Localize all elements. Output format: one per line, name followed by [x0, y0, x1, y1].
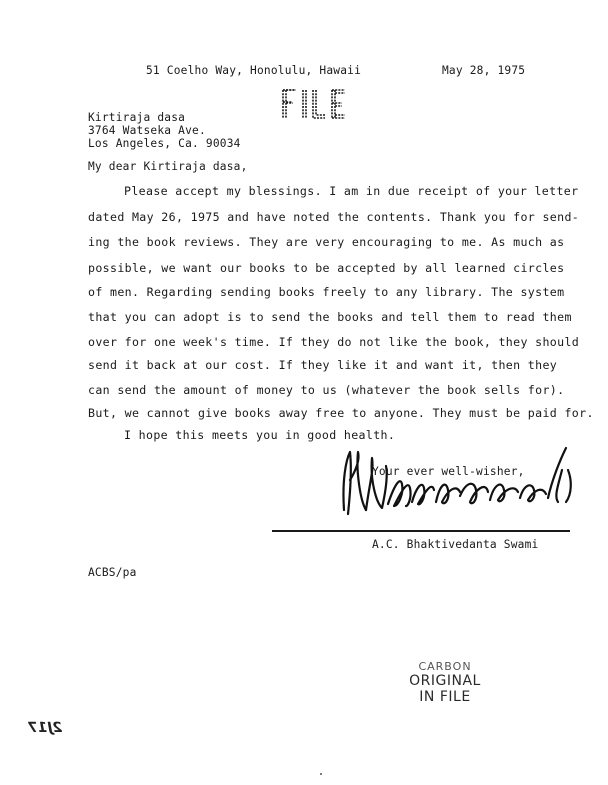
signatory-name: A.C. Bhaktivedanta Swami	[372, 538, 539, 551]
closing-line: Your ever well-wisher,	[372, 465, 525, 478]
recipient-street: 3764 Watseka Ave.	[88, 124, 206, 137]
carbon-stamp-line: CARBON	[418, 660, 472, 673]
closing-paragraph: I hope this meets you in good health.	[124, 428, 396, 442]
handwritten-signature	[336, 440, 576, 522]
carbon-original-stamp	[400, 660, 490, 720]
body-line: over for one week's time. If they do not like the book, they should	[88, 335, 580, 349]
body-line: send it back at our cost. If they like it and want it, then they	[88, 358, 558, 372]
body-line: can send the amount of money to us (whatever the book sells for).	[88, 383, 565, 397]
body-line: But, we cannot give books away free to anyone. They must be paid for.	[88, 406, 594, 420]
file-stamp	[279, 86, 351, 122]
salutation: My dear Kirtiraja dasa,	[88, 160, 248, 173]
file-stamp-text: FILE	[313, 110, 317, 111]
body-line: Please accept my blessings. I am in due receipt of your letter	[124, 184, 579, 198]
carbon-stamp-line: IN FILE	[419, 689, 471, 705]
body-line: ing the book reviews. They are very encouraging to me. As much as	[88, 235, 565, 249]
recipient-city: Los Angeles, Ca. 90034	[88, 137, 241, 150]
letter-date: May 28, 1975	[442, 64, 526, 77]
body-line: possible, we want our books to be accepted by all learned circles	[88, 261, 565, 275]
body-line: of men. Regarding sending books freely to any library. The system	[88, 285, 565, 299]
page-code-stamp: 2J17	[26, 720, 64, 736]
recipient-name: Kirtiraja dasa	[88, 111, 186, 124]
body-line: that you can adopt is to send the books and tell them to read them	[88, 310, 572, 324]
body-line: dated May 26, 1975 and have noted the contents. Thank you for send-	[88, 210, 580, 224]
letterhead-address: 51 Coelho Way, Honolulu, Hawaii	[146, 64, 361, 77]
paper-speck	[320, 773, 322, 775]
signature-rule	[272, 530, 570, 532]
reference-initials: ACBS/pa	[88, 566, 137, 579]
carbon-stamp-line: ORIGINAL	[409, 673, 481, 689]
